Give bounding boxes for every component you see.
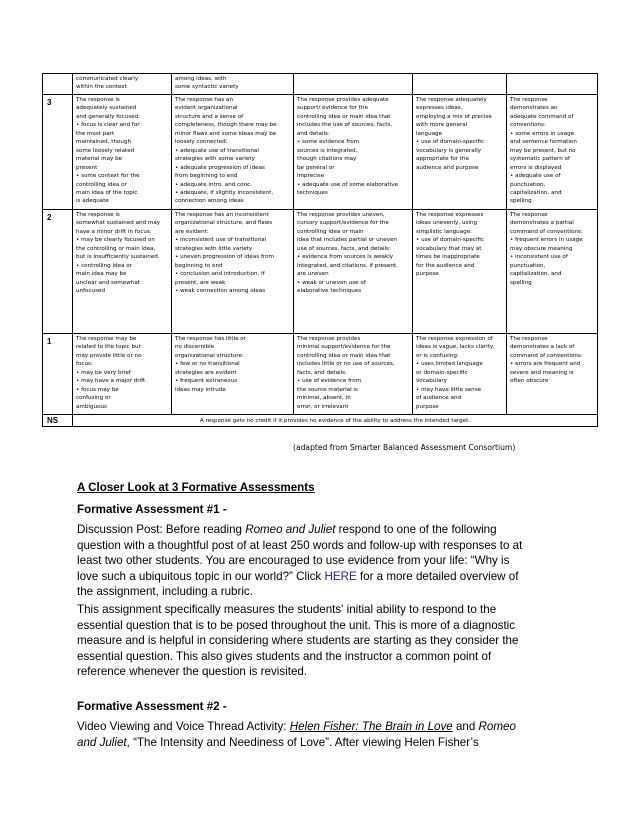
text: This assignment specifically measures the students' initial ability to respond to the	[77, 603, 497, 616]
rubric-cell: The response adequately expresses ideas, employing a mix of precise with more general language • use of domain-specific vocabulary is generally appropriate for the audience and purpose	[413, 95, 507, 210]
fa1-heading: Formative Assessment #1 -	[77, 503, 227, 516]
rubric-cell: The response provides minimal support/evidence for the controlling idea or main idea that includes little or no use of sources, facts, and details: • use of evidence from the source material is minimal, absent, in error, or irrelevant	[294, 334, 413, 415]
rubric-cell: The response may be related to the topic but may provide little or no focus: • may be very brief • may have a major drift • focus may be confusing or ambiguous	[73, 334, 172, 415]
rubric-cell: The response provides uneven, cursory support/evidence for the controlling idea or main idea that includes partial or uneven use of sources, facts, and details: • evidence from sources is weakly integrated, and citations, if present, are uneven • weak or uneven use of elaborative techniques	[294, 210, 413, 334]
text: question with a thoughtful post of at least 250 words and follow-up with responses to at	[77, 538, 523, 552]
rubric-table	[42, 73, 598, 427]
rubric-cell: The response has little or no discernible organizational structure: • few or no transitional strategies are evident • frequent extraneous ideas may intrude	[172, 334, 294, 415]
rubric-cell: communicated clearly within the context	[73, 74, 172, 95]
text: essential question. This also gives students and the instructor a common point of	[77, 649, 492, 663]
text: least two other students. You are encouraged to use evidence from your life: “Why is	[77, 554, 510, 567]
rubric-row-score-3	[43, 95, 598, 210]
rubric-cell	[413, 74, 507, 95]
rubric-row-ns	[43, 415, 598, 427]
section-title: A Closer Look at 3 Formative Assessments	[77, 481, 315, 494]
rubric-cell: The response provides adequate support/ evidence for the controlling idea or main idea that includes the use of sources, facts, and details: • some evidence from sources is integrated, though citations may be general or imprecise • adequate use of some elaborative techniques	[294, 95, 413, 210]
score-label: 3	[43, 95, 73, 210]
score-cell-empty	[43, 74, 73, 95]
rubric-cell: The response has an evident organizational structure and a sense of completeness, though there may be minor flaws and some ideas may be loosely connected: • adequate use of transitional strategies with some variety • adequate progression of ideas from beginning to end • adequate intro. and conc. • adequate, if slightly inconsistent, connection among ideas	[172, 95, 294, 210]
rubric-row-score-2	[43, 210, 598, 334]
rubric-cell	[294, 74, 413, 95]
fa1-paragraph-2	[77, 602, 582, 680]
score-label: 1	[43, 334, 73, 415]
rubric-cell	[507, 74, 598, 95]
work-title: and Juliet	[77, 735, 127, 749]
text: respond to one of the following	[335, 523, 497, 536]
score-label: 2	[43, 210, 73, 334]
text: measure and is helpful in considering where students are starting as they consider the	[77, 634, 519, 647]
rubric-row-score-1	[43, 334, 598, 415]
rubric-cell: The response is somewhat sustained and may have a minor drift in focus: • may be clearly focused on the controlling or main idea, but is insufficiently sustained • controlling idea or main idea may be unclear and somewhat unfocused	[73, 210, 172, 334]
rubric-cell: among ideas, with some syntactic variety	[172, 74, 294, 95]
text: and	[452, 720, 479, 733]
rubric-cell: The response is adequately sustained and generally focused: • focus is clear and for the most part maintained, though some loosely related material may be present • some context for the controlling idea or main idea of the topic is adequate	[73, 95, 172, 210]
text: reference whenever the question is revisited.	[77, 665, 308, 678]
work-title: Romeo and Juliet	[245, 523, 336, 536]
rubric-cell: The response expresses ideas unevenly, using simplistic language: • use of domain-specific vocabulary that may at times be inappropriate for the audience and purpose	[413, 210, 507, 334]
rubric-cell: The response demonstrates an adequate command of conventions: • some errors in usage and sentence formation may be present, but no systematic pattern of errors is displayed • adequate use of punctuation, capitalization, and spelling	[507, 95, 598, 210]
ns-description: A response gets no credit if it provides no evidence of the ability to address the intended target.	[73, 415, 598, 427]
fa1-paragraph-1	[77, 522, 582, 600]
score-label: NS	[43, 415, 73, 427]
rubric-cell: The response has an inconsistent organizational structure, and flaws are evident: • inconsistent use of transitional strategies with little variety • uneven progression of ideas from beginning to end • conclusion and introduction, if present, are weak • weak connection among ideas	[172, 210, 294, 334]
rubric-cell: The response expression of ideas is vague, lacks clarity, or is confusing: • uses limited language or domain-specific vocabulary • may have little sense of audience and purpose	[413, 334, 507, 415]
text: essential question that is to be posed throughout the unit. This is more of a diagnostic	[77, 618, 516, 632]
text: the assignment, including a rubric.	[77, 585, 253, 598]
here-link[interactable]: HERE	[324, 569, 357, 583]
text: for a more detailed overview of	[356, 569, 519, 583]
video-title[interactable]: Helen Fisher: The Brain in Love	[289, 720, 453, 733]
text: Discussion Post: Before reading	[77, 523, 246, 536]
rubric-row-continuation	[43, 74, 598, 95]
fa2-paragraph-1	[77, 719, 582, 750]
rubric-cell: The response demonstrates a partial command of conventions: • frequent errors in usage may obscure meaning • inconsistent use of punctuation, capitalization, and spelling	[507, 210, 598, 334]
rubric-cell: The response demonstrates a lack of command of conventions: • errors are frequent and severe and meaning is often obscure	[507, 334, 598, 415]
text: love such a ubiquitous topic in our world?” Click	[77, 569, 325, 583]
text: , “The Intensity and Neediness of Love”. After viewing Helen Fisher’s	[126, 735, 479, 749]
work-title: Romeo	[478, 720, 516, 733]
source-credit: (adapted from Smarter Balanced Assessment Consortium)	[293, 443, 516, 452]
fa2-heading: Formative Assessment #2 -	[77, 700, 227, 713]
text: Video Viewing and Voice Thread Activity:	[77, 720, 290, 733]
